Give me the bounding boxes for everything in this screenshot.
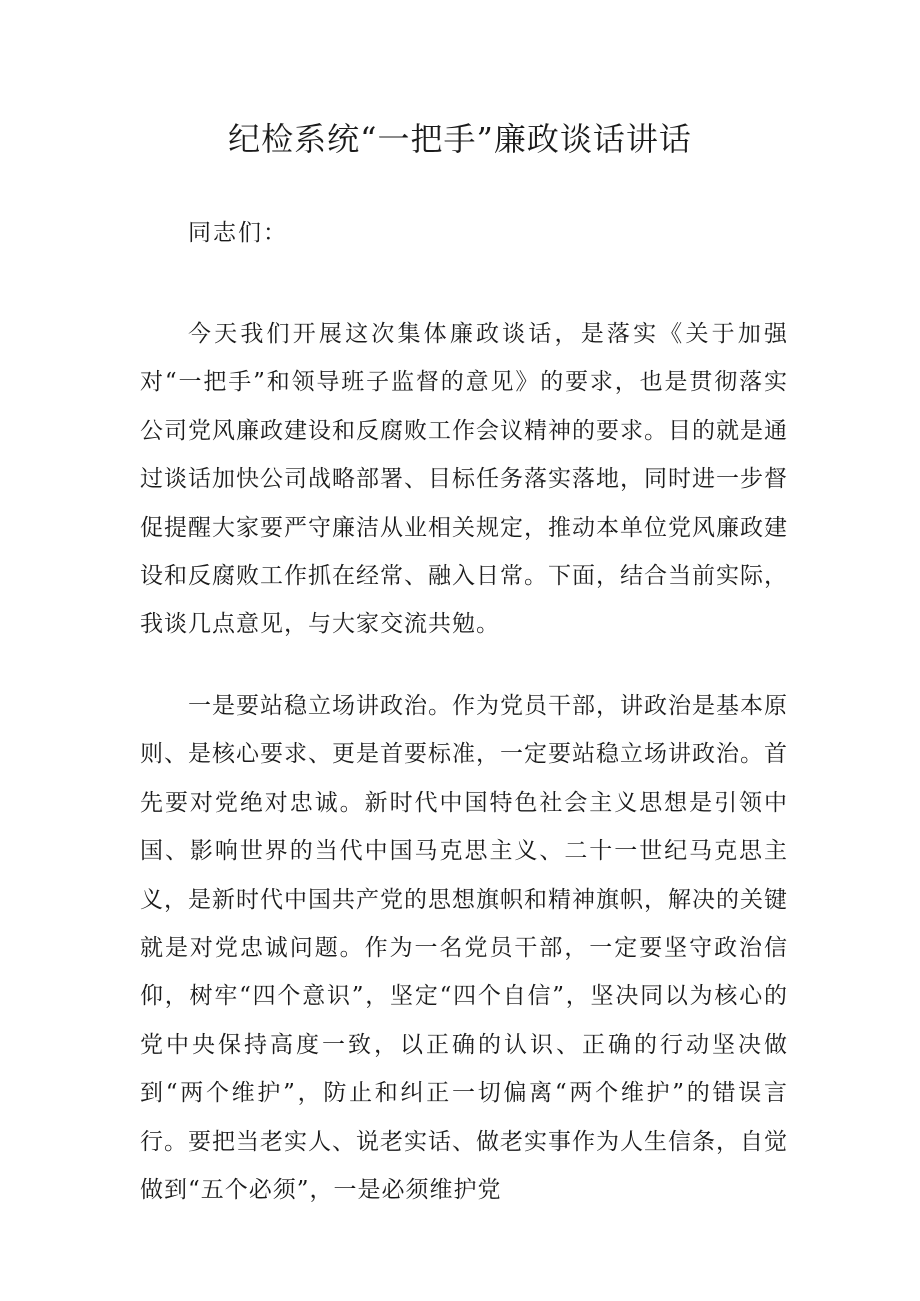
document-title: 纪检系统“一把手”廉政谈话讲话 bbox=[228, 120, 692, 158]
body-paragraph-1: 今天我们开展这次集体廉政谈话，是落实《关于加强对“一把手”和领导班子监督的意见》的要求，也是贯彻落实公司党风廉政建设和反腐败工作会议精神的要求。目的就是通过谈话加快公司战略部署、目标任务落实落地，同时进一步督促提醒大家要严守廉洁从业相关规定，推动本单位党风廉政建设和反腐败工作抓在经常、融入日常。下面，结合当前实际，我谈几点意见，与大家交流共勉。 bbox=[140, 321, 788, 638]
salutation: 同志们： bbox=[188, 220, 288, 246]
body-paragraph-2: 一是要站稳立场讲政治。作为党员干部，讲政治是基本原则、是核心要求、更是首要标准，一定要站稳立场讲政治。首先要对党绝对忠诚。新时代中国特色社会主义思想是引领中国、影响世界的当代中国马克思主义、二十一世纪马克思主义，是新时代中国共产党的思想旗帜和精神旗帜，解决的关键就是对党忠诚问题。作为一名党员干部，一定要坚守政治信仰，树牢“四个意识”，坚定“四个自信”，坚决同以为核心的党中央保持高度一致，以正确的认识、正确的行动坚决做到“两个维护”，防止和纠正一切偏离“两个维护”的错误言行。要把当老实人、说老实话、做老实事作为人生信条，自觉做到“五个必须”，一是必须维护党 bbox=[140, 693, 788, 1204]
